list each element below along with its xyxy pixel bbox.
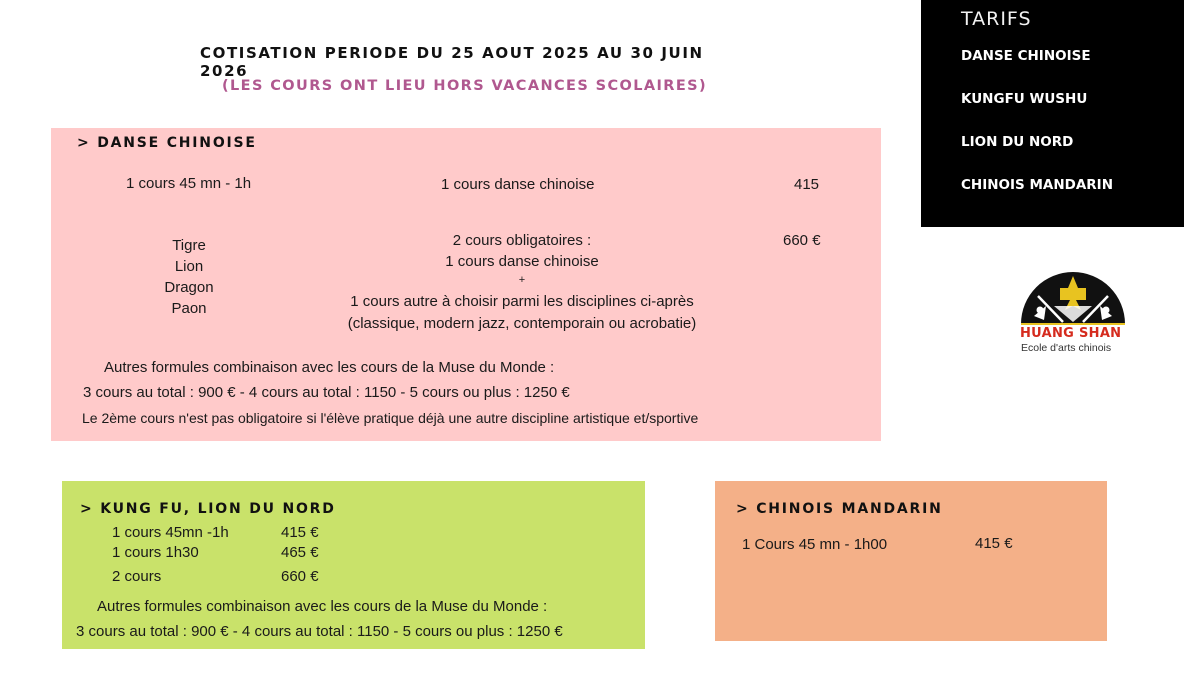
kungfu-row3-price: 660 € [281, 568, 319, 585]
danse-row2-line5: (classique, modern jazz, contemporain ou acrobatie) [347, 315, 697, 332]
mandarin-row-label: 1 Cours 45 mn - 1h00 [742, 536, 888, 553]
mandarin-section [715, 481, 1107, 641]
mandarin-row-price: 415 € [975, 535, 1013, 552]
danse-row1-description: 1 cours danse chinoise [441, 176, 595, 193]
kungfu-row3-label: 2 cours [112, 568, 162, 585]
danse-level-lion: Lion [174, 258, 204, 275]
nav-item-chinois-mandarin[interactable]: CHINOIS MANDARIN [961, 177, 1114, 193]
danse-row2-line2: 1 cours danse chinoise [445, 253, 599, 270]
danse-combo-intro: Autres formules combinaison avec les cours de la Muse du Monde : [104, 359, 555, 376]
nav-title: TARIFS [961, 8, 1032, 30]
danse-row2-price: 660 € [783, 232, 821, 249]
danse-chinoise-section [51, 128, 881, 441]
danse-level-paon: Paon [171, 300, 207, 317]
danse-section-heading: > DANSE CHINOISE [77, 135, 257, 151]
nav-item-lion-du-nord[interactable]: LION DU NORD [961, 134, 1074, 150]
page-title: COTISATION PERIODE DU 25 AOUT 2025 AU 30 JUIN 2026 [200, 44, 704, 80]
danse-note: Le 2ème cours n'est pas obligatoire si l'élève pratique déjà une autre discipline artistique et/sportive [82, 410, 699, 426]
danse-row2-plus: + [518, 274, 526, 286]
kungfu-section-heading: > KUNG FU, LION DU NORD [80, 501, 336, 517]
danse-row2-line4: 1 cours autre à choisir parmi les disciplines ci-après [350, 293, 694, 310]
danse-level-tigre: Tigre [172, 237, 206, 254]
kungfu-combo-prices: 3 cours au total : 900 € - 4 cours au total : 1150 - 5 cours ou plus : 1250 € [76, 623, 563, 640]
nav-item-danse-chinoise[interactable]: DANSE CHINOISE [961, 48, 1091, 64]
kungfu-section [62, 481, 645, 649]
danse-row1-price: 415 [794, 176, 820, 193]
kungfu-row1-label: 1 cours 45mn -1h [112, 524, 229, 541]
logo-subtitle: Ecole d'arts chinois [1021, 342, 1112, 354]
tarifs-nav-panel [921, 0, 1184, 227]
kungfu-row2-label: 1 cours 1h30 [112, 544, 199, 561]
danse-row1-duration: 1 cours 45 mn - 1h [126, 175, 252, 192]
kungfu-row1-price: 415 € [281, 524, 319, 541]
danse-row2-line1: 2 cours obligatoires : [452, 232, 592, 249]
page-subtitle: (LES COURS ONT LIEU HORS VACANCES SCOLAIRES) [222, 78, 708, 94]
danse-combo-prices: 3 cours au total : 900 € - 4 cours au total : 1150 - 5 cours ou plus : 1250 € [83, 384, 570, 401]
mandarin-section-heading: > CHINOIS MANDARIN [736, 501, 943, 517]
nav-item-kungfu-wushu[interactable]: KUNGFU WUSHU [961, 91, 1088, 107]
kungfu-row2-price: 465 € [281, 544, 319, 561]
kungfu-combo-intro: Autres formules combinaison avec les cours de la Muse du Monde : [97, 598, 548, 615]
logo-name: HUANG SHAN [1020, 326, 1122, 341]
danse-level-dragon: Dragon [164, 279, 214, 296]
